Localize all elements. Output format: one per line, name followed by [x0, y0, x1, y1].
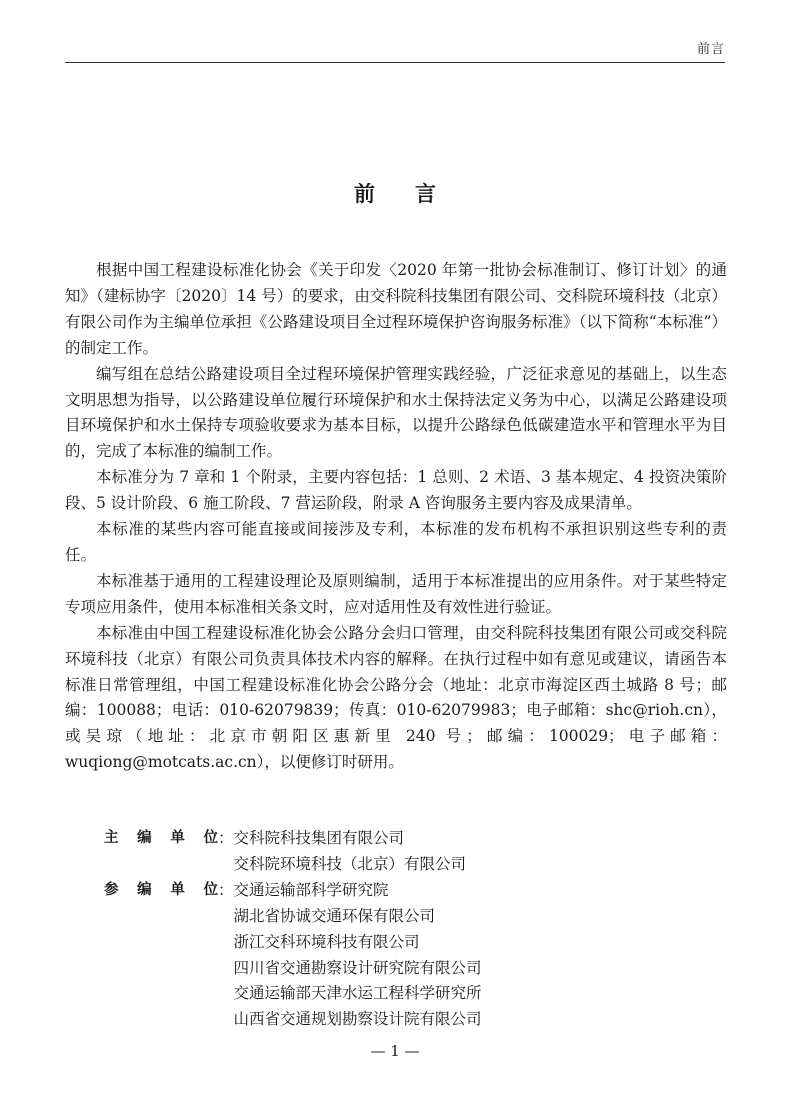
paragraph: 本标准由中国工程建设标准化协会公路分会归口管理，由交科院科技集团有限公司或交科院环境科技（北京）有限公司负责具体技术内容的解释。在执行过程中如有意见或建议，请函告本标准日常管理组，中国工程建设标准化协会公路分会（地址：北京市海淀区西土城路 8 号；邮编：100088；电话：010-62079839；传真：010-62079983；电子邮箱：shc@rioh.cn），或吴琼（地址：北京市朝阳区惠新里 240 号；邮编：100029；电子邮箱：wuqiong@motcats.ac.cn），以便修订时研用。 [65, 623, 727, 772]
editor-units [104, 826, 482, 878]
participating-units [104, 878, 482, 1033]
unit-name: 山西省交通规划勘察设计院有限公司 [233, 1010, 482, 1029]
paragraph: 本标准分为 7 章和 1 个附录，主要内容包括：1 总则、2 术语、3 基本规定、4 投资决策阶段、5 设计阶段、6 施工阶段、7 营运阶段，附录 A 咨询服务主要内容及成果清单。 [65, 468, 727, 513]
unit-name: 交科院环境科技（北京）有限公司 [233, 854, 467, 873]
unit-name: 交通运输部科学研究院 [233, 880, 389, 899]
title-char-1: 前 [354, 181, 375, 206]
foreword-body [65, 258, 727, 776]
colon: ： [218, 880, 234, 899]
header-rule [65, 62, 725, 63]
unit-name: 交通运输部天津水运工程科学研究所 [233, 984, 482, 1003]
contributing-units [104, 826, 482, 1033]
participating-units-list [234, 878, 482, 1033]
running-header: 前言 [696, 42, 725, 57]
paragraph: 本标准的某些内容可能直接或间接涉及专利，本标准的发布机构不承担识别这些专利的责任。 [65, 520, 727, 564]
paragraph: 编写组在总结公路建设项目全过程环境保护管理实践经验，广泛征求意见的基础上，以生态文明思想为指导，以公路建设单位履行环境保护和水土保持法定义务为中心，以满足公路建设项目环境保护和水土保持专项验收要求为基本目标，以提升公路绿色低碳建造水平和管理水平为目的，完成了本标准的编制工作。 [65, 364, 727, 461]
unit-name: 四川省交通勘察设计研究院有限公司 [233, 958, 482, 977]
unit-name: 湖北省协诚交通环保有限公司 [233, 906, 436, 925]
paragraph: 根据中国工程建设标准化协会《关于印发〈2020 年第一批协会标准制订、修订计划〉的通知》（建标协字〔2020〕14 号）的要求，由交科院科技集团有限公司、交科院环境科技（北京）有限公司作为主编单位承担《公路建设项目全过程环境保护咨询服务标准》（以下简称“本标准”）的制定工作。 [65, 261, 727, 357]
page-number: — 1 — [370, 1042, 420, 1060]
page-title [0, 178, 790, 208]
editor-units-list [234, 826, 467, 878]
title-char-2: 言 [415, 181, 436, 206]
unit-name: 交科院科技集团有限公司 [233, 829, 405, 847]
participating-units-label: 参 编 单 位 [104, 881, 218, 898]
editor-units-label: 主 编 单 位 [104, 830, 218, 846]
paragraph: 本标准基于通用的工程建设理论及原则编制，适用于本标准提出的应用条件。对于某些特定专项应用条件，使用本标准相关条文时，应对适用性及有效性进行验证。 [65, 571, 727, 616]
unit-name: 浙江交科环境科技有限公司 [233, 932, 420, 951]
colon: ： [218, 829, 234, 847]
